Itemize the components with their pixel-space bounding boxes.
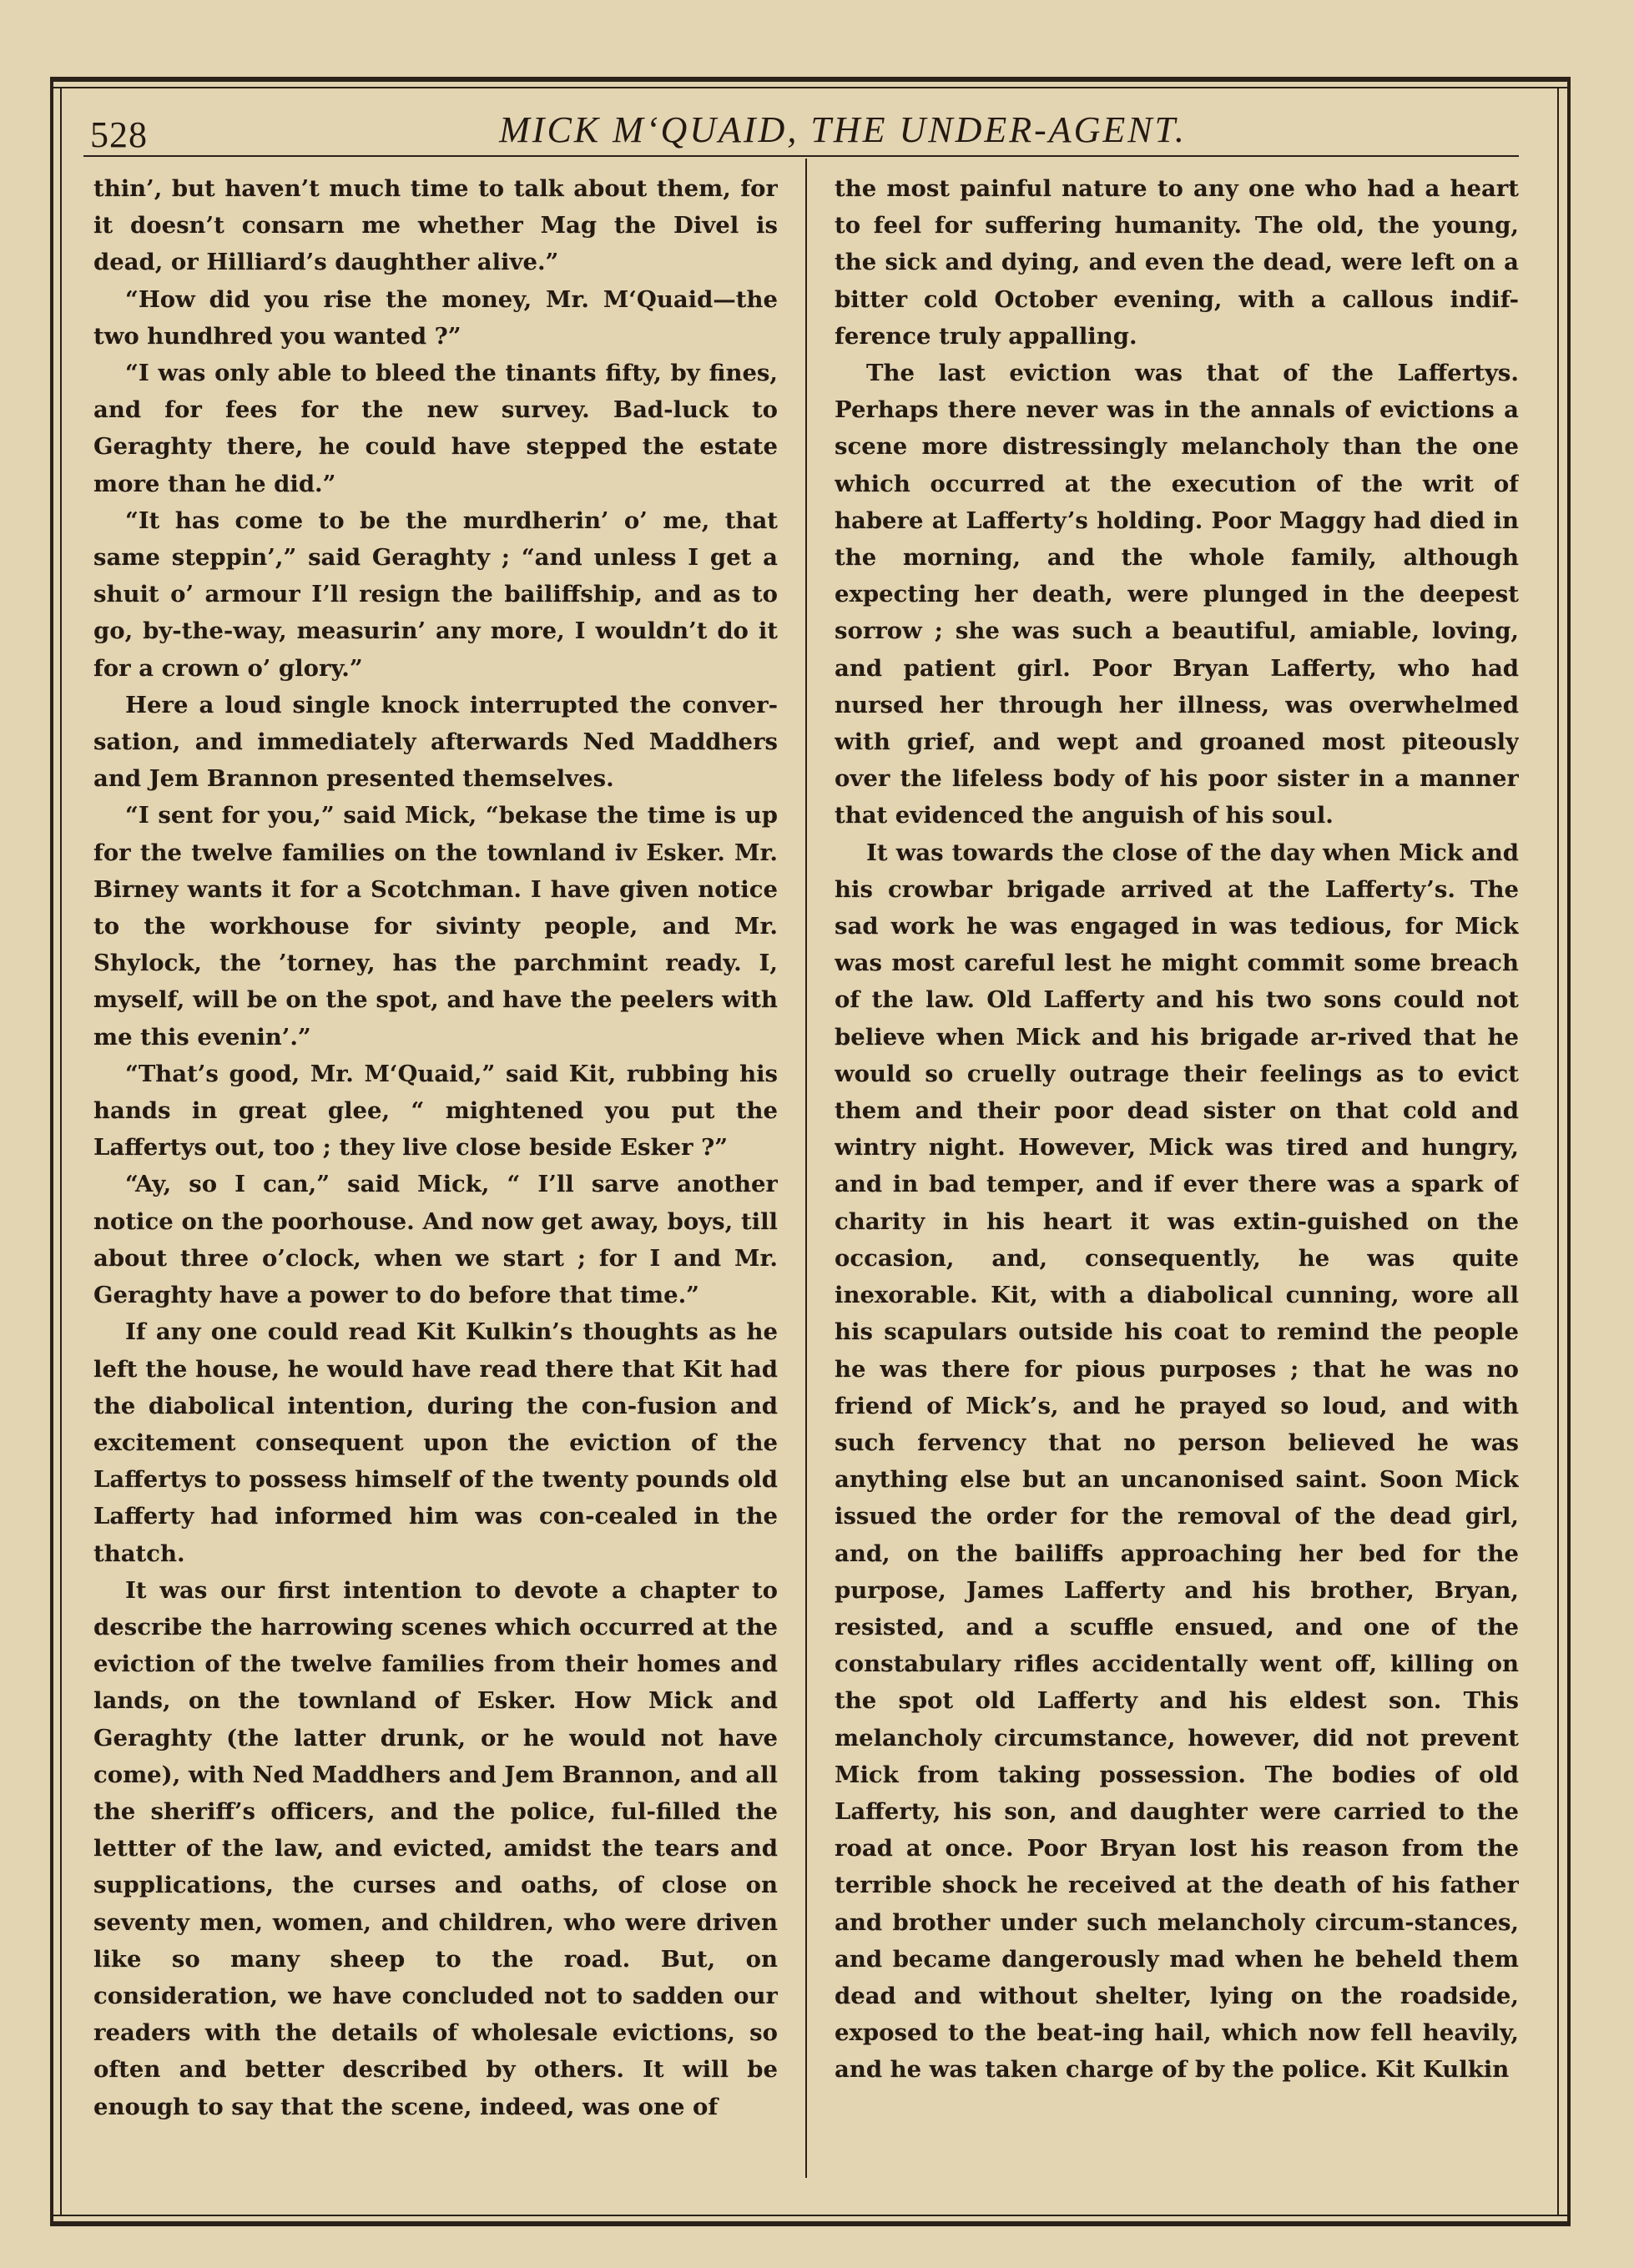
- right-border-inner: [1557, 87, 1559, 2216]
- paragraph: The last eviction was that of the Laffertys. Perhaps there never was in the annals of evictions a scene more distressingly melancholy than the one which occurred at the execution of the writ of habere at Lafferty’s holding. Poor Maggy had died in the morning, and the whole family, although expecting her death, were plunged in the deepest sorrow ; she was such a beautiful, amiable, loving, and patient girl. Poor Bryan Lafferty, who had nursed her through her illness, was overwhelmed with grief, and wept and groaned most piteously over the lifeless body of his poor sister in a manner that evidenced the anguish of his soul.: [835, 360, 1519, 829]
- top-rule-thick: [50, 77, 1571, 82]
- paragraph: “That’s good, Mr. M‘Quaid,” said Kit, rubbing his hands in great glee, “ mightened you put the Laffertys out, too ; they live close beside Esker ?”: [93, 1060, 778, 1162]
- paragraph: the most painful nature to any one who had a heart to feel for suffering humanity. The old, the young, the sick and dying, and even the dead, were left on a bitter cold October evening, with a callous indif-ference truly appalling.: [835, 175, 1519, 350]
- left-border-outer: [50, 77, 53, 2226]
- right-column: [835, 170, 1519, 2165]
- paragraph: It was our first intention to devote a chapter to describe the harrowing scenes which occurred at the eviction of the twelve families from their homes and lands, on the townland of Esker. How Mick and Geraghty (the latter drunk, or he would not have come), with Ned Maddhers and Jem Brannon, and all the sheriff’s officers, and the police, ful-filled the lettter of the law, and evicted, amidst the tears and supplications, the curses and oaths, of close on seventy men, women, and children, who were driven like so many sheep to the road. But, on consideration, we have concluded not to sadden our readers with the details of wholesale evictions, so often and better described by others. It will be enough to say that the scene, indeed, was one of: [93, 1576, 778, 2120]
- bottom-rule-thick: [50, 2221, 1571, 2226]
- paragraph: It was towards the close of the day when Mick and his crowbar brigade arrived at the Lafferty’s. The sad work he was engaged in was tedious, for Mick was most careful lest he might commit some breach of the law. Old Lafferty and his two sons could not believe when Mick and his brigade ar-rived that he would so cruelly outrage their feelings as to evict them and their poor dead sister on that cold and wintry night. However, Mick was tired and hungry, and in bad temper, and if ever there was a spark of charity in his heart it was extin-guished on the occasion, and, consequently, he was quite inexorable. Kit, with a diabolical cunning, wore all his scapulars outside his coat to remind the people he was there for pious purposes ; that he was no friend of Mick’s, and he prayed so loud, and with such fervency that no person believed he was anything else but an uncanonised saint. Soon Mick issued the order for the removal of the dead girl, and, on the bailiffs approaching her bed for the purpose, James Lafferty and his brother, Bryan, resisted, and a scuffle ensued, and one of the constabulary rifles accidentally went off, killing on the spot old Lafferty and his eldest son. This melancholy circumstance, however, did not prevent Mick from taking possession. The bodies of old Lafferty, his son, and daughter were carried to the road at once. Poor Bryan lost his reason from the terrible shock he received at the death of his father and brother under such melancholy circum-stances, and became dangerously mad when he beheld them dead and without shelter, lying on the roadside, exposed to the beat-ing hail, which now fell heavily, and he was taken charge of by the police. Kit Kulkin: [835, 839, 1519, 2084]
- paragraph: “How did you rise the money, Mr. M‘Quaid—the two hundhred you wanted ?”: [93, 285, 778, 350]
- running-title: MICK M‘QUAID, THE UNDER-AGENT.: [499, 109, 1187, 150]
- page-number: 528: [90, 114, 148, 155]
- paragraph: “I sent for you,” said Mick, “bekase the time is up for the twelve families on the townland iv Esker. Mr. Birney wants it for a Scotchman. I have given notice to the workhouse for sivinty people, and Mr. Shylock, the ’torney, has the parchmint ready. I, myself, will be on the spot, and have the peelers with me this evenin’.”: [93, 802, 778, 1051]
- column-divider: [805, 159, 807, 2178]
- header-underline: [83, 155, 1519, 157]
- paragraph: If any one could read Kit Kulkin’s thoughts as he left the house, he would have read there that Kit had the diabolical intention, during the con-fusion and excitement consequent upon the eviction of the Laffertys to possess himself of the twenty pounds old Lafferty had informed him was con-cealed in the thatch.: [93, 1318, 778, 1567]
- paragraph: Here a loud single knock interrupted the conver-sation, and immediately afterwards Ned Maddhers and Jem Brannon presented themselves.: [93, 691, 778, 793]
- top-rule-thin: [50, 87, 1571, 88]
- right-border-outer: [1567, 77, 1571, 2226]
- paragraph: “I was only able to bleed the tinants fifty, by fines, and for fees for the new survey. Bad-luck to Geraghty there, he could have stepped the estate more than he did.”: [93, 360, 778, 497]
- paragraph: “Ay, so I can,” said Mick, “ I’ll sarve another notice on the poorhouse. And now get away, boys, till about three o’clock, when we start ; for I and Mr. Geraghty have a power to do before that time.”: [93, 1171, 778, 1309]
- bottom-rule-thin: [50, 2215, 1571, 2216]
- paragraph: thin’, but haven’t much time to talk about them, for it doesn’t consarn me whether Mag the Divel is dead, or Hilliard’s daughther alive.”: [93, 175, 778, 276]
- paragraph: “It has come to be the murdherin’ o’ me, that same steppin’,” said Geraghty ; “and unless I get a shuit o’ armour I’ll resign the bailiffship, and as to go, by-the-way, measurin’ any more, I wouldn’t do it for a crown o’ glory.”: [93, 507, 778, 682]
- left-column: [93, 170, 778, 2165]
- left-border-inner: [60, 87, 62, 2216]
